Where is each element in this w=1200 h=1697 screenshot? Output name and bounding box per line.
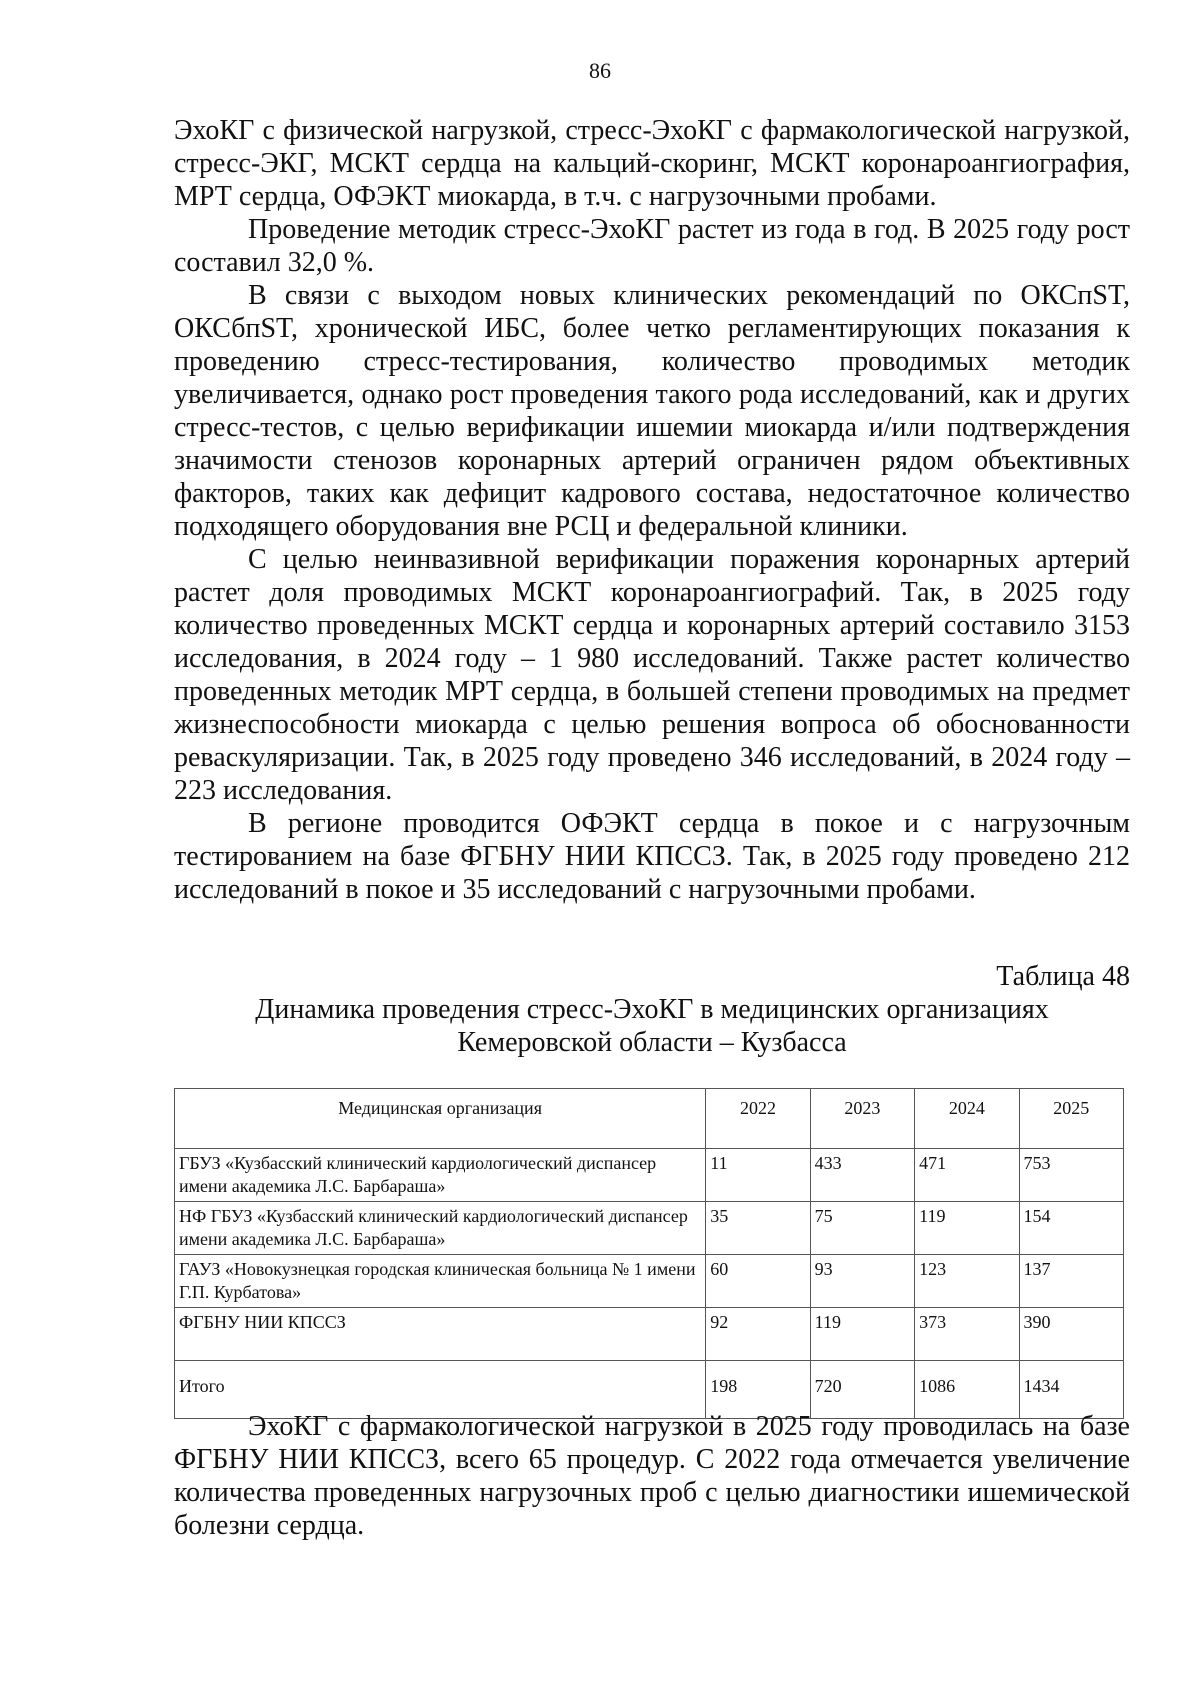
cell-value: 753 xyxy=(1019,1149,1123,1202)
cell-value: 373 xyxy=(915,1308,1019,1361)
table-row xyxy=(175,1149,1124,1202)
cell-value: 60 xyxy=(706,1255,810,1308)
cell-value: 471 xyxy=(915,1149,1019,1202)
header-cell-year: 2025 xyxy=(1019,1089,1123,1149)
cell-organization: ГАУЗ «Новокузнецкая городская клиническая больница № 1 имени Г.П. Курбатова» xyxy=(175,1255,706,1308)
body-text-top xyxy=(174,114,1130,906)
paragraph: В связи с выходом новых клинических рекомендаций по ОКСпST, ОКСбпST, хронической ИБС, более четко регламентирующих показания к проведению стресс-тестирования, количество проводимых методик увеличивается, однако рост проведения такого рода исследований, как и других стресс-тестов, с целью верификации ишемии миокарда и/или подтверждения значимости стенозов коронарных артерий ограничен рядом объективных факторов, таких как дефицит кадрового состава, недостаточное количество подходящего оборудования вне РСЦ и федеральной клиники. xyxy=(174,280,1130,542)
cell-value: 123 xyxy=(915,1255,1019,1308)
paragraph: Проведение методик стресс-ЭхоКГ растет из года в год. В 2025 году рост составил 32,0 %. xyxy=(174,214,1130,278)
paragraph: ЭхоКГ с физической нагрузкой, стресс-ЭхоКГ с фармакологической нагрузкой, стресс-ЭКГ, МСКТ сердца на кальций-скоринг, МСКТ коронароангиография, МРТ сердца, ОФЭКТ миокарда, в т.ч. с нагрузочными пробами. xyxy=(174,115,1130,212)
cell-value: 35 xyxy=(706,1202,810,1255)
cell-value: 119 xyxy=(810,1308,914,1361)
body-text-bottom xyxy=(174,1410,1130,1542)
cell-total-value: 1434 xyxy=(1019,1361,1123,1419)
header-cell-year: 2024 xyxy=(915,1089,1019,1149)
cell-total-label: Итого xyxy=(175,1361,706,1419)
table-row xyxy=(175,1255,1124,1308)
table-title-line: Динамика проведения стресс-ЭхоКГ в медицинских организациях xyxy=(255,994,1049,1025)
cell-value: 137 xyxy=(1019,1255,1123,1308)
cell-organization: ГБУЗ «Кузбасский клинический кардиологический диспансер имени академика Л.С. Барбараша» xyxy=(175,1149,706,1202)
header-cell-year: 2022 xyxy=(706,1089,810,1149)
cell-value: 93 xyxy=(810,1255,914,1308)
cell-value: 11 xyxy=(706,1149,810,1202)
table-number: Таблица 48 xyxy=(996,961,1130,992)
header-cell-year: 2023 xyxy=(810,1089,914,1149)
cell-value: 154 xyxy=(1019,1202,1123,1255)
table-title-line: Кемеровской области – Кузбасса xyxy=(457,1027,847,1058)
paragraph: ЭхоКГ с фармакологической нагрузкой в 2025 году проводилась на базе ФГБНУ НИИ КПССЗ, всего 65 процедур. С 2022 года отмечается увеличение количества проведенных нагрузочных проб с целью диагностики ишемической болезни сердца. xyxy=(174,1411,1130,1541)
cell-organization: ФГБНУ НИИ КПССЗ xyxy=(175,1308,706,1361)
cell-organization: НФ ГБУЗ «Кузбасский клинический кардиологический диспансер имени академика Л.С. Барбараша» xyxy=(175,1202,706,1255)
cell-total-value: 1086 xyxy=(915,1361,1019,1419)
table-row xyxy=(175,1308,1124,1361)
table-row xyxy=(175,1202,1124,1255)
cell-value: 92 xyxy=(706,1308,810,1361)
table-header-row xyxy=(175,1089,1124,1149)
paragraph: С целью неинвазивной верификации поражения коронарных артерий растет доля проводимых МСКТ коронароангиографий. Так, в 2025 году количество проведенных МСКТ сердца и коронарных артерий составило 3153 исследования, в 2024 году – 1 980 исследований. Также растет количество проведенных методик МРТ сердца, в большей степени проводимых на предмет жизнеспособности миокарда с целью решения вопроса об обоснованности реваскуляризации. Так, в 2025 году проведено 346 исследований, в 2024 году – 223 исследования. xyxy=(174,544,1130,806)
paragraph: В регионе проводится ОФЭКТ сердца в покое и с нагрузочным тестированием на базе ФГБНУ НИИ КПССЗ. Так, в 2025 году проведено 212 исследований в покое и 35 исследований с нагрузочными пробами. xyxy=(174,808,1130,905)
cell-value: 433 xyxy=(810,1149,914,1202)
cell-total-value: 198 xyxy=(706,1361,810,1419)
cell-value: 390 xyxy=(1019,1308,1123,1361)
header-cell-organization: Медицинская организация xyxy=(175,1089,706,1149)
table-title xyxy=(174,993,1130,1059)
cell-value: 75 xyxy=(810,1202,914,1255)
cell-value: 119 xyxy=(915,1202,1019,1255)
page-number: 86 xyxy=(589,58,611,83)
data-table xyxy=(174,1088,1124,1419)
cell-total-value: 720 xyxy=(810,1361,914,1419)
